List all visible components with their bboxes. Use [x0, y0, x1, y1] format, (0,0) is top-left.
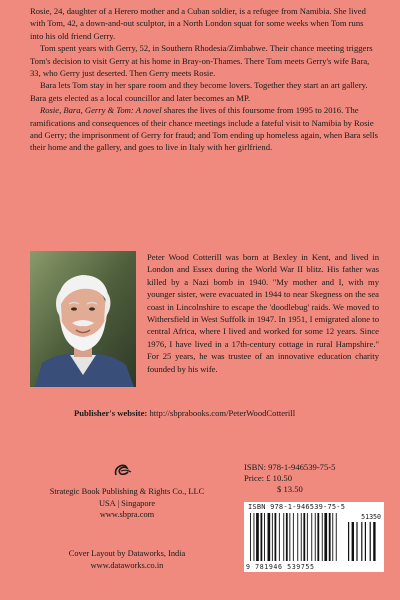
- author-bio-paragraph: Peter Wood Cotterill was born at Bexley in Kent, and lived in London and Essex during the World War II blitz. His father was killed by a Nazi bomb in 1940. "My mother and I, with my younger sister, were evacuated in 1944 to near Skegness on the sea coast in Lincolnshire to escape the 'doodlebug' raids. We moved to Withersfield in West Suffolk in 1947. In 1951, I emigrated alone to central Africa, where I lived and worked for some 12 years. Since 1976, I have lived in a 17th-century cottage in rural Hampshire." For 25 years, he was trustee of an innovative education charity founded by his wife.: [147, 252, 379, 374]
- publisher-url[interactable]: www.sbpra.com: [99, 510, 155, 520]
- book-title: Rosie, Bara, Gerry & Tom: A novel: [40, 105, 162, 116]
- back-cover-blurb: [30, 5, 378, 154]
- price-gbp: £ 10.50: [266, 473, 292, 484]
- blurb-paragraph-4: [30, 104, 378, 154]
- publisher-name: Strategic Book Publishing & Rights Co., LLC: [49, 487, 205, 496]
- publisher-location: USA | Singapore: [98, 498, 156, 508]
- barcode-addon-text: 51350: [361, 513, 381, 521]
- barcode-bars: [244, 502, 384, 572]
- publisher-logo-icon: [113, 463, 133, 479]
- website-link[interactable]: http://sbprabooks.com/PeterWoodCotterill: [149, 408, 296, 418]
- barcode-digits: 9 781946 539755: [246, 563, 315, 571]
- cover-layout-text: Cover Layout by Dataworks, India: [68, 549, 186, 558]
- pricing-block: [244, 462, 384, 496]
- barcode-isbn-text: ISBN 978-1-946539-75-5: [248, 503, 346, 511]
- cover-layout-url[interactable]: www.dataworks.co.in: [90, 560, 164, 570]
- isbn-value: 978-1-946539-75-5: [268, 462, 336, 472]
- author-photo: [30, 251, 136, 387]
- isbn-label: ISBN:: [244, 462, 266, 472]
- blurb-paragraph: Tom spent years with Gerry, 52, in Southern Rhodesia/Zimbabwe. Their chance meeting triggers Tom's decision to visit Gerry at his home in Bray-on-Thames. There Tom meets Gerry's wife Bara, 33, who Gerry just deserted. Then Gerry meets Rosie.: [30, 43, 373, 79]
- price-usd: $ 13.50: [277, 484, 303, 495]
- website-label: Publisher's website:: [74, 408, 148, 418]
- blurb-paragraph: Rosie, 24, daughter of a Herero mother and a Cuban soldier, is a refugee from Namibia. She lived with Tom, 42, a down-and-out sculptor, in a North London squat for some weeks when Tom runs into his old friend Gerry.: [30, 6, 366, 41]
- price-label: Price:: [244, 473, 265, 484]
- cover-layout-credit: [32, 548, 222, 571]
- publisher-info: [32, 486, 222, 521]
- publisher-website: [74, 408, 374, 418]
- blurb-paragraph: Bara lets Tom stay in her spare room and they become lovers. Together they start an art gallery. Bara gets elected as a local councillor and later becomes an MP.: [30, 80, 368, 103]
- author-bio: [147, 251, 379, 375]
- isbn-barcode: [244, 502, 384, 572]
- blurb-paragraph-text: shares the lives of this foursome from 1995 to 2016. The ramifications and consequences of their chance meetings include a fateful visit to Namibia by Rosie and Gerry; the imprisonment of Gerry for fraud; and Tom ending up homeless again, when Bara sells their home and the gallery, and goes to live in Italy with her girlfriend.: [30, 105, 378, 153]
